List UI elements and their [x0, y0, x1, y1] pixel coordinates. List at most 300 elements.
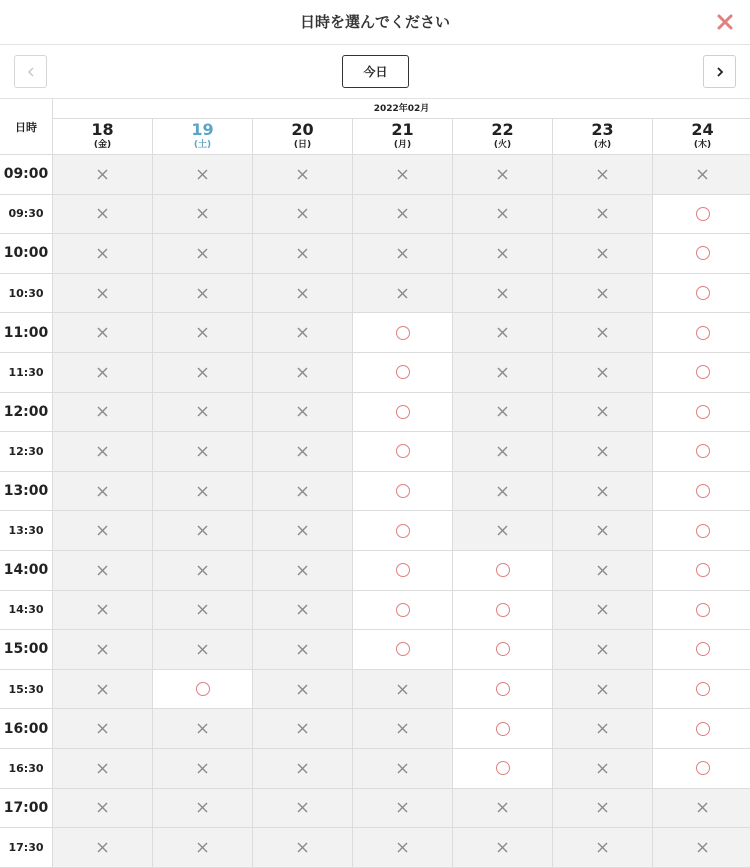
slot-unavailable: [553, 511, 653, 551]
slot-unavailable: [53, 432, 153, 472]
unavailable-cross-icon: [197, 802, 208, 813]
slot-available[interactable]: [653, 195, 750, 235]
unavailable-cross-icon: [497, 248, 508, 259]
unavailable-cross-icon: [597, 525, 608, 536]
dialog-header: [0, 0, 750, 45]
unavailable-cross-icon: [197, 169, 208, 180]
slot-unavailable: [153, 155, 253, 195]
unavailable-cross-icon: [97, 288, 108, 299]
unavailable-cross-icon: [597, 604, 608, 615]
available-circle-icon: [396, 642, 410, 656]
slot-unavailable: [153, 472, 253, 512]
available-circle-icon: [696, 484, 710, 498]
unavailable-cross-icon: [197, 604, 208, 615]
slot-unavailable: [53, 709, 153, 749]
unavailable-cross-icon: [197, 525, 208, 536]
slot-unavailable: [153, 353, 253, 393]
unavailable-cross-icon: [597, 248, 608, 259]
slot-unavailable: [53, 828, 153, 868]
unavailable-cross-icon: [397, 763, 408, 774]
available-circle-icon: [696, 603, 710, 617]
day-weekday: (木): [693, 140, 712, 150]
unavailable-cross-icon: [97, 367, 108, 378]
slot-available[interactable]: [653, 432, 750, 472]
day-number: 22: [491, 120, 514, 139]
unavailable-cross-icon: [197, 486, 208, 497]
slot-unavailable: [553, 670, 653, 710]
slot-unavailable: [553, 789, 653, 829]
slot-available[interactable]: [353, 393, 453, 433]
dialog-title: 日時を選んでください: [299, 13, 450, 31]
available-circle-icon: [496, 682, 510, 696]
unavailable-cross-icon: [97, 446, 108, 457]
day-number: 23: [591, 120, 614, 139]
unavailable-cross-icon: [97, 327, 108, 338]
unavailable-cross-icon: [197, 327, 208, 338]
slot-unavailable: [253, 353, 353, 393]
slot-available[interactable]: [653, 472, 750, 512]
slot-available[interactable]: [653, 630, 750, 670]
available-circle-icon: [696, 286, 710, 300]
slot-unavailable: [253, 234, 353, 274]
slot-unavailable: [453, 313, 553, 353]
unavailable-cross-icon: [297, 406, 308, 417]
slot-unavailable: [553, 551, 653, 591]
slot-unavailable: [253, 789, 353, 829]
slot-unavailable: [53, 511, 153, 551]
day-number: 20: [291, 120, 314, 139]
unavailable-cross-icon: [297, 525, 308, 536]
available-circle-icon: [396, 603, 410, 617]
unavailable-cross-icon: [397, 723, 408, 734]
available-circle-icon: [496, 761, 510, 775]
slot-unavailable: [153, 313, 253, 353]
unavailable-cross-icon: [497, 288, 508, 299]
unavailable-cross-icon: [597, 842, 608, 853]
slot-unavailable: [253, 749, 353, 789]
slot-unavailable: [253, 670, 353, 710]
slot-available[interactable]: [353, 313, 453, 353]
chevron-left-icon: [25, 66, 37, 78]
slot-unavailable: [153, 591, 253, 631]
unavailable-cross-icon: [397, 288, 408, 299]
slot-available[interactable]: [653, 591, 750, 631]
slot-unavailable: [253, 472, 353, 512]
slot-unavailable: [353, 274, 453, 314]
slot-unavailable: [353, 709, 453, 749]
unavailable-cross-icon: [597, 327, 608, 338]
unavailable-cross-icon: [597, 367, 608, 378]
unavailable-cross-icon: [297, 446, 308, 457]
slot-available[interactable]: [653, 313, 750, 353]
slot-unavailable: [253, 432, 353, 472]
slot-unavailable: [153, 630, 253, 670]
slot-unavailable: [553, 709, 653, 749]
unavailable-cross-icon: [97, 723, 108, 734]
slot-unavailable: [153, 511, 253, 551]
slot-unavailable: [253, 195, 353, 235]
available-circle-icon: [496, 642, 510, 656]
slot-unavailable: [553, 591, 653, 631]
time-label: 09:00: [0, 155, 53, 195]
slot-unavailable: [253, 313, 353, 353]
slot-available[interactable]: [453, 630, 553, 670]
slot-unavailable: [453, 393, 553, 433]
unavailable-cross-icon: [297, 565, 308, 576]
slot-unavailable: [53, 353, 153, 393]
slot-available[interactable]: [453, 670, 553, 710]
slot-unavailable: [353, 155, 453, 195]
slot-unavailable: [553, 749, 653, 789]
slot-unavailable: [53, 630, 153, 670]
unavailable-cross-icon: [97, 208, 108, 219]
available-circle-icon: [396, 484, 410, 498]
slot-available[interactable]: [353, 551, 453, 591]
slot-unavailable: [453, 155, 553, 195]
time-label: 11:30: [0, 353, 53, 393]
time-label: 15:30: [0, 670, 53, 710]
unavailable-cross-icon: [597, 486, 608, 497]
available-circle-icon: [396, 326, 410, 340]
unavailable-cross-icon: [297, 169, 308, 180]
slot-unavailable: [453, 828, 553, 868]
time-label: 13:30: [0, 511, 53, 551]
unavailable-cross-icon: [197, 723, 208, 734]
month-label: 2022年02月: [53, 99, 750, 119]
unavailable-cross-icon: [97, 525, 108, 536]
slot-unavailable: [253, 551, 353, 591]
unavailable-cross-icon: [397, 248, 408, 259]
unavailable-cross-icon: [497, 367, 508, 378]
slot-unavailable: [653, 828, 750, 868]
unavailable-cross-icon: [197, 208, 208, 219]
slot-unavailable: [453, 472, 553, 512]
unavailable-cross-icon: [597, 565, 608, 576]
slot-unavailable: [53, 195, 153, 235]
available-circle-icon: [396, 524, 410, 538]
slot-unavailable: [553, 432, 653, 472]
unavailable-cross-icon: [597, 446, 608, 457]
unavailable-cross-icon: [97, 842, 108, 853]
day-header: [453, 119, 553, 155]
time-label: 15:00: [0, 630, 53, 670]
unavailable-cross-icon: [197, 248, 208, 259]
unavailable-cross-icon: [297, 644, 308, 655]
unavailable-cross-icon: [397, 802, 408, 813]
unavailable-cross-icon: [497, 802, 508, 813]
week-navigation: [0, 45, 750, 99]
time-label: 13:00: [0, 472, 53, 512]
unavailable-cross-icon: [197, 367, 208, 378]
unavailable-cross-icon: [297, 327, 308, 338]
slot-unavailable: [53, 789, 153, 829]
slot-available[interactable]: [653, 511, 750, 551]
slot-unavailable: [153, 749, 253, 789]
slot-unavailable: [53, 749, 153, 789]
slot-available[interactable]: [353, 630, 453, 670]
day-number: 24: [691, 120, 714, 139]
day-header: [353, 119, 453, 155]
slot-unavailable: [53, 274, 153, 314]
unavailable-cross-icon: [97, 604, 108, 615]
slot-unavailable: [253, 709, 353, 749]
slot-unavailable: [453, 195, 553, 235]
day-weekday: (月): [393, 140, 412, 150]
slot-unavailable: [153, 432, 253, 472]
unavailable-cross-icon: [97, 248, 108, 259]
prev-week-button[interactable]: [14, 55, 47, 88]
day-number: 18: [91, 120, 114, 139]
slot-available[interactable]: [353, 511, 453, 551]
unavailable-cross-icon: [197, 565, 208, 576]
slot-unavailable: [253, 511, 353, 551]
slot-available[interactable]: [653, 234, 750, 274]
slot-unavailable: [153, 393, 253, 433]
close-icon[interactable]: [712, 9, 738, 35]
slot-unavailable: [553, 828, 653, 868]
slot-available[interactable]: [453, 749, 553, 789]
unavailable-cross-icon: [97, 565, 108, 576]
today-button[interactable]: 今日: [342, 55, 409, 88]
slot-unavailable: [553, 630, 653, 670]
unavailable-cross-icon: [597, 406, 608, 417]
unavailable-cross-icon: [697, 169, 708, 180]
slot-unavailable: [553, 155, 653, 195]
day-header: [253, 119, 353, 155]
available-circle-icon: [696, 761, 710, 775]
slot-unavailable: [453, 789, 553, 829]
unavailable-cross-icon: [597, 169, 608, 180]
day-number: 21: [391, 120, 414, 139]
available-circle-icon: [696, 722, 710, 736]
slot-unavailable: [253, 393, 353, 433]
unavailable-cross-icon: [197, 763, 208, 774]
available-circle-icon: [496, 563, 510, 577]
slot-unavailable: [553, 393, 653, 433]
unavailable-cross-icon: [497, 525, 508, 536]
unavailable-cross-icon: [197, 842, 208, 853]
slot-unavailable: [53, 393, 153, 433]
slot-unavailable: [553, 274, 653, 314]
unavailable-cross-icon: [397, 842, 408, 853]
unavailable-cross-icon: [297, 248, 308, 259]
unavailable-cross-icon: [497, 406, 508, 417]
slot-unavailable: [653, 789, 750, 829]
unavailable-cross-icon: [497, 169, 508, 180]
slot-available[interactable]: [653, 670, 750, 710]
unavailable-cross-icon: [597, 644, 608, 655]
available-circle-icon: [396, 444, 410, 458]
slot-unavailable: [153, 709, 253, 749]
available-circle-icon: [396, 563, 410, 577]
day-weekday: (金): [93, 140, 112, 150]
slot-available[interactable]: [653, 353, 750, 393]
unavailable-cross-icon: [497, 327, 508, 338]
day-weekday: (火): [493, 140, 512, 150]
unavailable-cross-icon: [697, 842, 708, 853]
day-weekday: (土): [193, 140, 212, 150]
time-label: 09:30: [0, 195, 53, 235]
unavailable-cross-icon: [597, 763, 608, 774]
slot-unavailable: [53, 472, 153, 512]
time-label: 16:30: [0, 749, 53, 789]
slot-unavailable: [553, 234, 653, 274]
unavailable-cross-icon: [97, 169, 108, 180]
unavailable-cross-icon: [97, 486, 108, 497]
unavailable-cross-icon: [97, 644, 108, 655]
slot-unavailable: [453, 432, 553, 472]
day-header: [553, 119, 653, 155]
unavailable-cross-icon: [597, 684, 608, 695]
unavailable-cross-icon: [497, 486, 508, 497]
slot-unavailable: [153, 828, 253, 868]
available-circle-icon: [496, 722, 510, 736]
slot-unavailable: [353, 828, 453, 868]
unavailable-cross-icon: [197, 288, 208, 299]
slot-unavailable: [553, 472, 653, 512]
available-circle-icon: [496, 603, 510, 617]
day-weekday: (水): [593, 140, 612, 150]
day-header: [53, 119, 153, 155]
unavailable-cross-icon: [597, 208, 608, 219]
day-header: [653, 119, 750, 155]
slot-unavailable: [253, 155, 353, 195]
slot-available[interactable]: [453, 591, 553, 631]
slot-available[interactable]: [353, 591, 453, 631]
unavailable-cross-icon: [397, 208, 408, 219]
unavailable-cross-icon: [297, 208, 308, 219]
slot-available[interactable]: [653, 749, 750, 789]
slot-unavailable: [153, 274, 253, 314]
unavailable-cross-icon: [597, 288, 608, 299]
slot-unavailable: [453, 234, 553, 274]
available-circle-icon: [696, 563, 710, 577]
slot-available[interactable]: [153, 670, 253, 710]
available-circle-icon: [696, 524, 710, 538]
unavailable-cross-icon: [297, 486, 308, 497]
unavailable-cross-icon: [97, 406, 108, 417]
unavailable-cross-icon: [97, 763, 108, 774]
slot-available[interactable]: [653, 393, 750, 433]
slot-unavailable: [53, 591, 153, 631]
slot-unavailable: [553, 195, 653, 235]
slot-unavailable: [453, 274, 553, 314]
day-weekday: (日): [293, 140, 312, 150]
slot-unavailable: [353, 749, 453, 789]
available-circle-icon: [696, 682, 710, 696]
time-label: 12:00: [0, 393, 53, 433]
available-circle-icon: [696, 405, 710, 419]
slot-unavailable: [153, 234, 253, 274]
slot-unavailable: [653, 155, 750, 195]
unavailable-cross-icon: [597, 802, 608, 813]
time-label: 16:00: [0, 709, 53, 749]
available-circle-icon: [696, 326, 710, 340]
chevron-right-icon: [714, 66, 726, 78]
unavailable-cross-icon: [497, 842, 508, 853]
slot-unavailable: [353, 789, 453, 829]
unavailable-cross-icon: [597, 723, 608, 734]
corner-label: 日時: [0, 99, 53, 155]
available-circle-icon: [396, 405, 410, 419]
unavailable-cross-icon: [397, 169, 408, 180]
unavailable-cross-icon: [297, 684, 308, 695]
slot-unavailable: [553, 353, 653, 393]
slot-unavailable: [153, 789, 253, 829]
unavailable-cross-icon: [497, 208, 508, 219]
available-circle-icon: [696, 365, 710, 379]
slot-unavailable: [153, 551, 253, 591]
slot-unavailable: [53, 551, 153, 591]
slot-unavailable: [53, 234, 153, 274]
time-label: 10:30: [0, 274, 53, 314]
unavailable-cross-icon: [197, 644, 208, 655]
slot-unavailable: [253, 591, 353, 631]
day-header: [153, 119, 253, 155]
slot-available[interactable]: [653, 274, 750, 314]
slot-available[interactable]: [353, 353, 453, 393]
time-label: 17:00: [0, 789, 53, 829]
time-label: 10:00: [0, 234, 53, 274]
unavailable-cross-icon: [297, 763, 308, 774]
slot-available[interactable]: [653, 709, 750, 749]
unavailable-cross-icon: [297, 604, 308, 615]
available-circle-icon: [696, 642, 710, 656]
slot-unavailable: [453, 511, 553, 551]
slot-unavailable: [453, 353, 553, 393]
slot-available[interactable]: [353, 472, 453, 512]
available-circle-icon: [396, 365, 410, 379]
time-label: 17:30: [0, 828, 53, 868]
slot-unavailable: [353, 195, 453, 235]
unavailable-cross-icon: [197, 446, 208, 457]
slot-available[interactable]: [453, 551, 553, 591]
slot-unavailable: [53, 155, 153, 195]
unavailable-cross-icon: [297, 723, 308, 734]
unavailable-cross-icon: [697, 802, 708, 813]
slot-available[interactable]: [653, 551, 750, 591]
unavailable-cross-icon: [497, 446, 508, 457]
slot-unavailable: [53, 313, 153, 353]
available-circle-icon: [696, 246, 710, 260]
available-circle-icon: [696, 444, 710, 458]
slot-available[interactable]: [353, 432, 453, 472]
unavailable-cross-icon: [97, 802, 108, 813]
slot-unavailable: [353, 670, 453, 710]
unavailable-cross-icon: [297, 367, 308, 378]
slot-unavailable: [153, 195, 253, 235]
slot-available[interactable]: [453, 709, 553, 749]
unavailable-cross-icon: [397, 684, 408, 695]
next-week-button[interactable]: [703, 55, 736, 88]
time-label: 11:00: [0, 313, 53, 353]
unavailable-cross-icon: [297, 842, 308, 853]
time-label: 14:30: [0, 591, 53, 631]
slot-unavailable: [553, 313, 653, 353]
slot-unavailable: [253, 828, 353, 868]
time-label: 12:30: [0, 432, 53, 472]
slot-unavailable: [53, 670, 153, 710]
available-circle-icon: [696, 207, 710, 221]
unavailable-cross-icon: [297, 288, 308, 299]
slot-unavailable: [353, 234, 453, 274]
available-circle-icon: [196, 682, 210, 696]
time-label: 14:00: [0, 551, 53, 591]
slot-unavailable: [253, 630, 353, 670]
slot-unavailable: [253, 274, 353, 314]
unavailable-cross-icon: [197, 406, 208, 417]
unavailable-cross-icon: [97, 684, 108, 695]
